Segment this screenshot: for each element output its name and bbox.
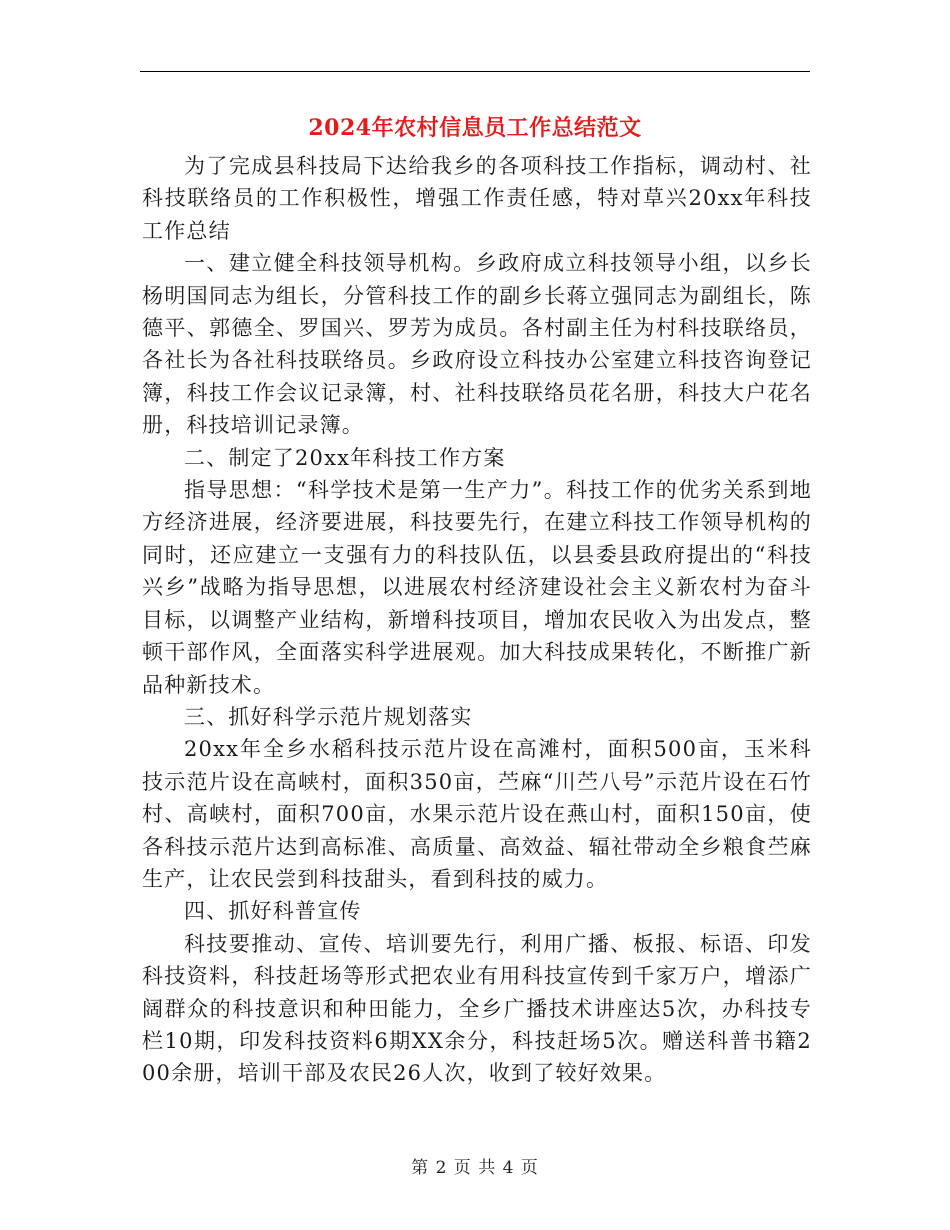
paragraph-section-2: 指导思想：“科学技术是第一生产力”。科技工作的优劣关系到地方经济进展，经济要进展，科技要先行，在建立科技工作领导机构的同时，还应建立一支强有力的科技队伍，以县委县政府提出的“科技兴乡”战略为指导思想，以进展农村经济建设社会主义新农村为奋斗目标，以调整产业结构，新增科技项目，增加农民收入为出发点，整顿干部作风，全面落实科学进展观。加大科技成果转化，不断推广新品种新技术。: [142, 478, 812, 697]
page-footer: 第 2 页 共 4 页: [411, 1158, 539, 1178]
paragraph-section-3: 20xx年全乡水稻科技示范片设在高滩村，面积500亩，玉米科技示范片设在高峡村，面积350亩，苎麻“川苎八号”示范片设在石竹村、高峡村，面积700亩，水果示范片设在燕山村，面积150亩，使各科技示范片达到高标准、高质量、高效益、辐社带动全乡粮食苎麻生产，让农民尝到科技甜头，看到科技的威力。: [142, 737, 812, 891]
heading-section-3: 三、抓好科学示范片规划落实: [184, 704, 473, 729]
heading-section-4: 四、抓好科普宣传: [184, 899, 362, 924]
heading-section-2: 二、制定了20xx年科技工作方案: [184, 445, 506, 470]
paragraph-intro: 为了完成县科技局下达给我乡的各项科技工作指标，调动村、社科技联络员的工作积极性，增强工作责任感，特对草兴20xx年科技工作总结: [142, 154, 812, 243]
document-title: 2024年农村信息员工作总结范文: [308, 115, 642, 141]
document-body: [142, 150, 812, 1090]
header-rule: [140, 71, 810, 72]
paragraph-section-1: 一、建立健全科技领导机构。乡政府成立科技领导小组，以乡长杨明国同志为组长，分管科技工作的副乡长蒋立强同志为副组长，陈德平、郭德全、罗国兴、罗芳为成员。各村副主任为村科技联络员，各社长为各社科技联络员。乡政府设立科技办公室建立科技咨询登记簿，科技工作会议记录簿，村、社科技联络员花名册，科技大户花名册，科技培训记录簿。: [142, 251, 812, 438]
paragraph-section-4: 科技要推动、宣传、培训要先行，利用广播、板报、标语、印发科技资料，科技赶场等形式把农业有用科技宣传到千家万户，增添广阔群众的科技意识和种田能力，全乡广播技术讲座达5次，办科技专栏10期，印发科技资料6期XX余分，科技赶场5次。赠送科普书籍200余册，培训干部及农民26人次，收到了较好效果。: [142, 931, 812, 1086]
